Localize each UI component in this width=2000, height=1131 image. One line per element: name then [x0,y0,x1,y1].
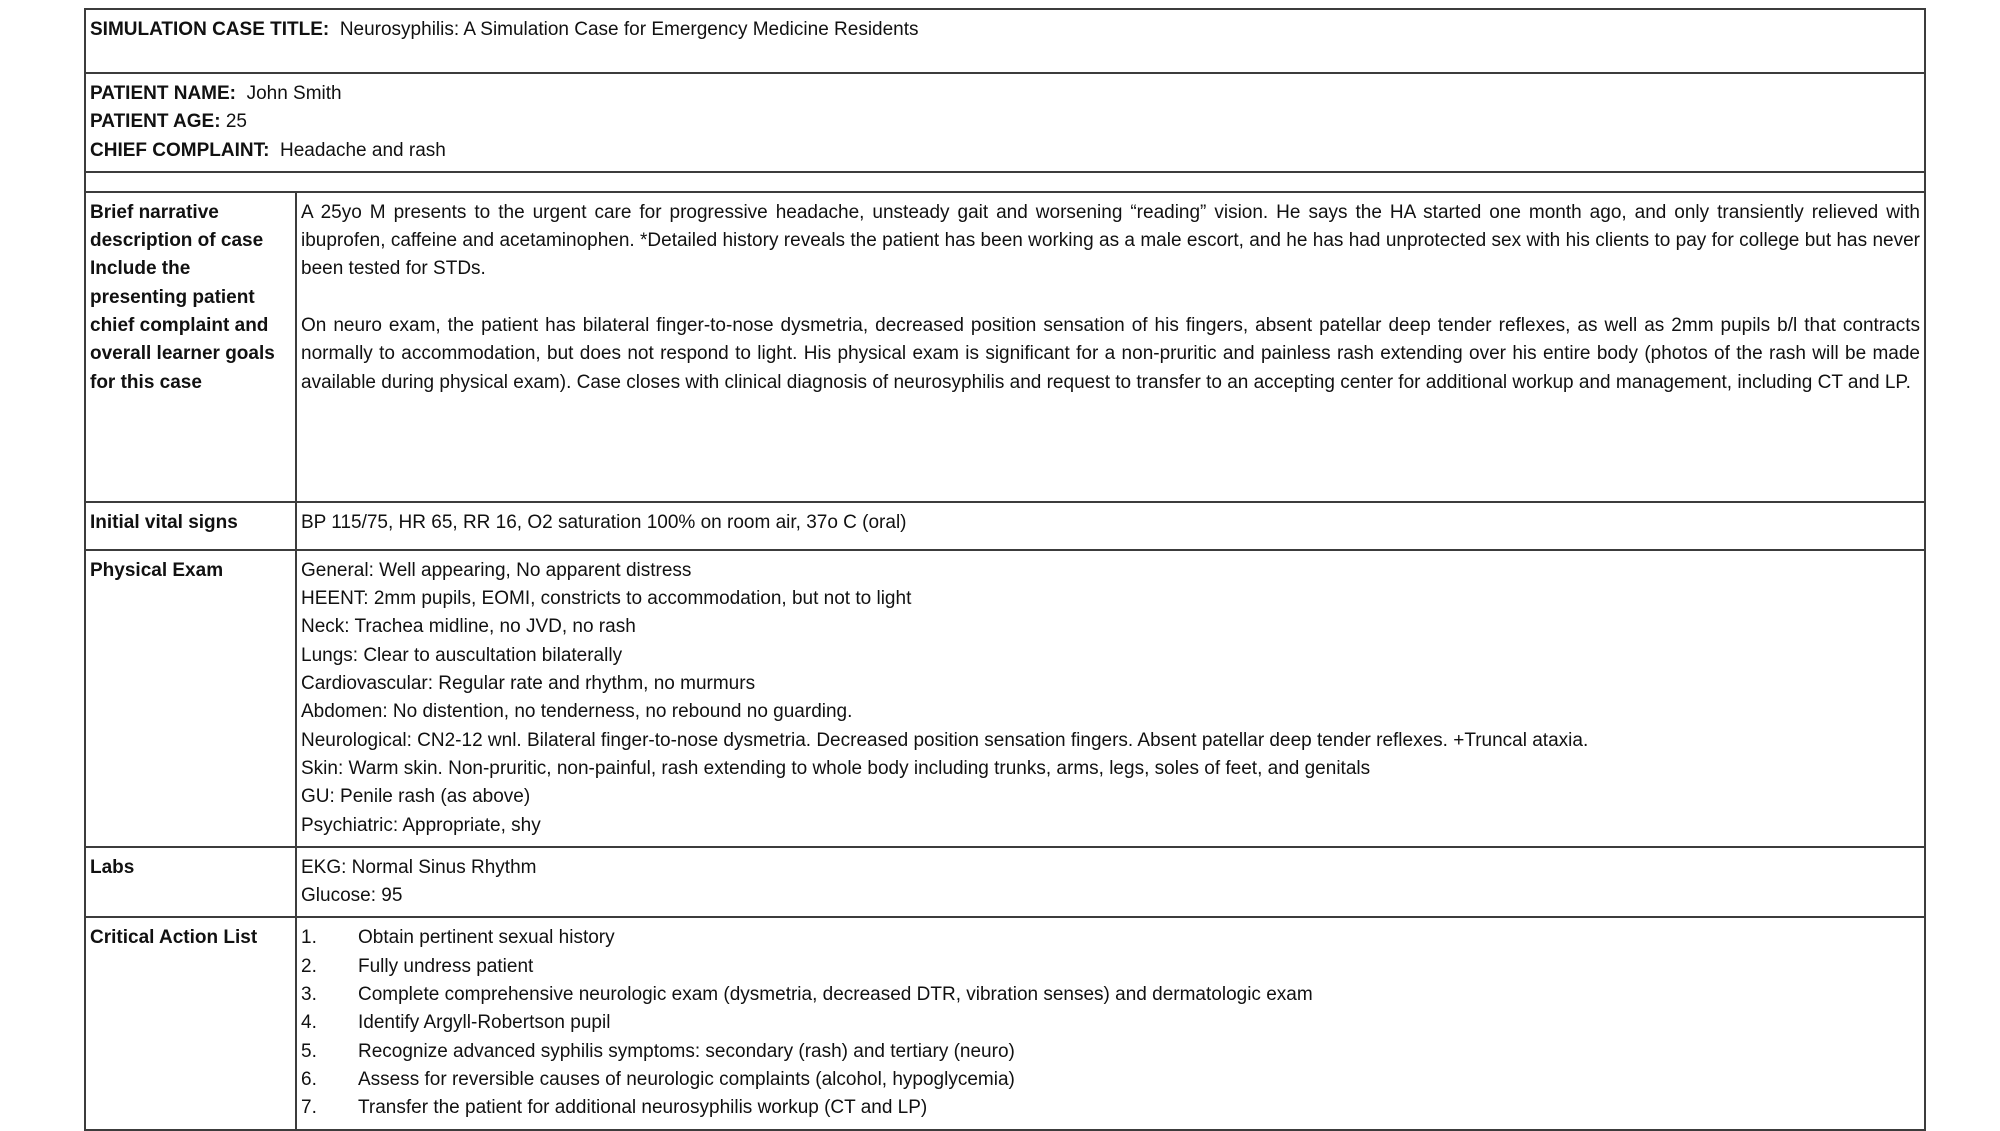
exam-line: HEENT: 2mm pupils, EOMI, constricts to accommodation, but not to light [301,588,912,610]
action-number: 7. [301,1097,317,1119]
action-item [301,1094,1920,1122]
action-item [301,924,1920,952]
action-text: Transfer the patient for additional neurosyphilis workup (CT and LP) [358,1097,928,1119]
action-item [301,981,1920,1009]
narrative-label: Brief narrative description of case Include the presenting patient chief complaint and overall learner goals for this case [85,192,296,502]
critical-actions-label: Critical Action List [85,917,296,1129]
action-item [301,1038,1920,1066]
vitals-label: Initial vital signs [85,502,296,550]
patient-info-cell [85,73,1925,172]
title-cell [85,9,1925,73]
action-item [301,953,1920,981]
patient-info-row [85,73,1925,172]
vitals-value: BP 115/75, HR 65, RR 16, O2 saturation 100% on room air, 37o C (oral) [296,502,1925,550]
exam-line: Skin: Warm skin. Non-pruritic, non-painful, rash extending to whole body including trunks, arms, legs, soles of feet, and genitals [301,757,1371,779]
action-text: Complete comprehensive neurologic exam (dysmetria, decreased DTR, vibration senses) and dermatologic exam [358,984,1313,1006]
case-title-label: SIMULATION CASE TITLE: [90,19,330,40]
exam-line: GU: Penile rash (as above) [301,786,531,808]
narrative-cell [296,192,1925,502]
case-title-value: Neurosyphilis: A Simulation Case for Emergency Medicine Residents [339,19,919,40]
exam-line: Neurological: CN2-12 wnl. Bilateral finger-to-nose dysmetria. Decreased position sensation fingers. Absent patellar deep tender reflexes. +Truncal ataxia. [301,729,1589,751]
action-item [301,1066,1920,1094]
chief-complaint-value: Headache and rash [280,139,446,161]
narrative-row [85,192,1925,502]
vitals-row [85,502,1925,550]
action-number: 2. [301,955,317,977]
labs-row [85,847,1925,918]
narrative-paragraph-2: On neuro exam, the patient has bilateral finger-to-nose dysmetria, decreased position sensation of his fingers, absent patellar deep tender reflexes, as well as 2mm pupils b/l that contracts normally to accommodation, but does not respond to light. His physical exam is significant for a non-pruritic and painless rash extending over his entire body (photos of the rash will be made available during physical exam). Case closes with clinical diagnosis of neurosyphilis and request to transfer to an accepting center for additional workup and management, including CT and LP. [301,315,1920,393]
patient-age-label: PATIENT AGE: [90,111,221,133]
labs-label: Labs [85,847,296,918]
simulation-case-table [84,8,1926,1131]
narrative-paragraph-1: A 25yo M presents to the urgent care for progressive headache, unsteady gait and worsening “reading” vision. He says the HA started one month ago, and only transiently relieved with ibuprofen, caffeine and acetaminophen. *Detailed history reveals the patient has been working as a male escort, and he has had unprotected sex with his clients to pay for college but has never been tested for STDs. [301,201,1920,280]
exam-line: Cardiovascular: Regular rate and rhythm, no murmurs [301,673,756,695]
action-number: 1. [301,927,317,949]
action-text: Fully undress patient [358,955,534,977]
exam-line: Neck: Trachea midline, no JVD, no rash [301,616,636,638]
critical-actions-row [85,917,1925,1129]
action-number: 4. [301,1012,317,1034]
exam-line: General: Well appearing, No apparent distress [301,559,692,581]
critical-actions-cell [296,917,1925,1129]
action-text: Assess for reversible causes of neurologic complaints (alcohol, hypoglycemia) [358,1068,1015,1090]
patient-age-value: 25 [225,111,247,133]
patient-name-label: PATIENT NAME: [90,83,237,104]
patient-name-value: John Smith [246,83,342,104]
exam-line: Abdomen: No distention, no tenderness, no rebound no guarding. [301,701,853,723]
lab-line: Glucose: 95 [301,885,403,907]
lab-line: EKG: Normal Sinus Rhythm [301,856,537,878]
spacer-cell [85,172,1925,192]
physical-exam-row [85,550,1925,847]
labs-cell [296,847,1925,918]
spacer-row [85,172,1925,192]
action-text: Recognize advanced syphilis symptoms: secondary (rash) and tertiary (neuro) [358,1040,1015,1062]
exam-line: Psychiatric: Appropriate, shy [301,814,541,836]
action-text: Identify Argyll-Robertson pupil [358,1012,611,1034]
chief-complaint-label: CHIEF COMPLAINT: [90,139,270,161]
physical-exam-label: Physical Exam [85,550,296,847]
physical-exam-cell [296,550,1925,847]
action-number: 6. [301,1068,317,1090]
action-number: 5. [301,1040,317,1062]
title-row [85,9,1925,73]
exam-line: Lungs: Clear to auscultation bilaterally [301,644,623,666]
action-text: Obtain pertinent sexual history [358,927,615,949]
action-number: 3. [301,984,317,1006]
action-item [301,1009,1920,1037]
